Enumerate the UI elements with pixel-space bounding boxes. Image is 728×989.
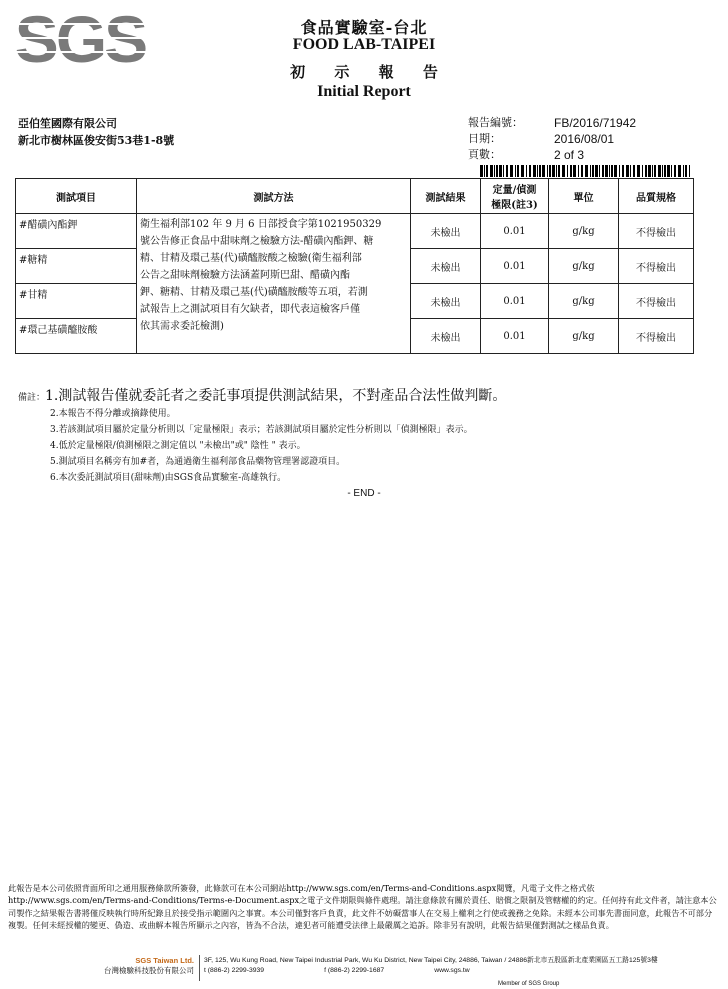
- results-table: [15, 178, 694, 354]
- col-header-spec: 品質規格: [619, 179, 694, 214]
- note-4: 4.低於定量極限/偵測極限之測定值以 "未檢出"或" 陰性 " 表示。: [50, 441, 306, 451]
- row-item: #環己基磺醯胺酸: [16, 319, 137, 354]
- col-header-limit: 定量/偵測 極限(註3): [481, 179, 549, 214]
- note-3: 3.若該測試項目屬於定量分析則以「定量極限」表示；若該測試項目屬於定性分析則以「偵測極限」表示。: [50, 425, 473, 435]
- notes: [18, 388, 506, 486]
- disclaimer: 此報告是本公司依照背面所印之通用服務條款所簽發，此條款可在本公司網站http://www.sgs.com/en/Terms-and-Conditions.aspx閱覽，凡電子文件之格式依http://www.sgs.com/en/Terms-and-Conditions/Terms-e-Document.aspx之電子文件期限與條件處理。請注意條款有關於責任、賠償之限制及管轄權的約定。任何持有此文件者，請注意本公司製作之結果報告書將僅反映執行時所紀錄且於接受指示範圍內之事實。本公司僅對客戶負責，此文件不妨礙當事人在交易上權利之行使或義務之免除。未經本公司事先書面同意，此報告不可部分複製。任何未經授權的變更、偽造、或曲解本報告所顯示之內容，皆為不合法，違犯者可能遭受法律上最嚴厲之追訴。除非另有說明，此報告結果僅對測試之樣品負責。: [8, 883, 717, 931]
- barcode: [480, 165, 690, 177]
- report-page: 2 of 3: [554, 148, 585, 162]
- row-item: #甘精: [16, 284, 137, 319]
- row-limit: 0.01: [481, 319, 549, 354]
- footer-fax: f (886-2) 2299-1687: [324, 967, 385, 974]
- member-of-sgs: Member of SGS Group: [498, 981, 560, 987]
- row-limit: 0.01: [481, 214, 549, 249]
- row-unit: g/kg: [549, 284, 619, 319]
- row-result: 未檢出: [411, 319, 481, 354]
- test-method: 衛生福利部102 年 9 月 6 日部授食字第1021950329 號公告修正食品中甜味劑之檢驗方法-醋磺內酯鉀、糖 精、甘精及環己基(代)磺醯胺酸之檢驗(衛生福利部 公告之甜味劑檢驗方法涵蓋阿斯巴甜、醋磺內酯 鉀、糖精、甘精及環己基(代)磺醯胺酸等五項，若測 試報告上之測試項目有欠缺者，即代表這檢客戶僅 依其需求委託檢測): [137, 214, 411, 354]
- client-name: 亞伯笙國際有限公司: [18, 117, 117, 130]
- svg-text:SGS: SGS: [14, 8, 146, 66]
- address-en: 3F, 125, Wu Kung Road, New Taipei Industrial Park, Wu Ku District, New Taipei City, 24886, Taiwan: [204, 957, 503, 964]
- client-address: 新北市樹林區俊安街53巷1-8號: [18, 134, 175, 147]
- footer-company: [70, 956, 194, 976]
- row-spec: 不得檢出: [619, 319, 694, 354]
- row-limit: 0.01: [481, 249, 549, 284]
- report-no-label: 報告編號：: [468, 116, 523, 129]
- report-date-label: 日期：: [468, 132, 501, 145]
- footer-address: [204, 956, 658, 976]
- end-marker: - END -: [347, 488, 381, 499]
- row-unit: g/kg: [549, 319, 619, 354]
- row-unit: g/kg: [549, 249, 619, 284]
- terms-link[interactable]: http://www.sgs.com/en/Terms-and-Conditions.aspx: [286, 883, 497, 893]
- row-spec: 不得檢出: [619, 249, 694, 284]
- table-header-row: [16, 179, 694, 214]
- row-result: 未檢出: [411, 249, 481, 284]
- lab-title-zh: 食品實驗室-台北: [300, 18, 428, 37]
- col-header-method: 測試方法: [137, 179, 411, 214]
- col-header-result: 測試結果: [411, 179, 481, 214]
- report-no: FB/2016/71942: [554, 116, 637, 130]
- company-en: SGS Taiwan Ltd.: [135, 956, 194, 965]
- report-page-label: 頁數：: [468, 148, 501, 161]
- report-meta: [468, 115, 636, 163]
- report-type-zh: 初 示 報 告: [290, 63, 450, 81]
- footer-divider: [199, 955, 200, 981]
- note-5: 5.測試項目名稱旁有加#者，為通過衛生福利部食品藥物管理署認證項目。: [50, 457, 346, 467]
- lab-title-en: FOOD LAB-TAIPEI: [292, 36, 436, 53]
- note-1: 備註：1.測試報告僅就委託者之委託事項提供測試結果，不對產品合法性做判斷。: [18, 388, 507, 404]
- report-type-en: Initial Report: [317, 83, 411, 100]
- client-block: [18, 115, 174, 149]
- row-limit: 0.01: [481, 284, 549, 319]
- footer-web[interactable]: www.sgs.tw: [434, 967, 470, 974]
- company-zh: 台灣檢驗科技股份有限公司: [104, 966, 194, 975]
- col-header-unit: 單位: [549, 179, 619, 214]
- row-item: #醋磺內酯鉀: [16, 214, 137, 249]
- note-6: 6.本次委託測試項目(甜味劑)由SGS食品實驗室-高雄執行。: [50, 473, 287, 483]
- table-row: [16, 214, 694, 249]
- row-item: #糖精: [16, 249, 137, 284]
- note-2: 2.本報告不得分離或摘錄使用。: [50, 409, 176, 419]
- terms-e-document-link[interactable]: http://www.sgs.com/en/Terms-and-Conditions/Terms-e-Document.aspx: [8, 895, 300, 906]
- address-zh: / 24886新北市五股區新北產業園區五工路125號3樓: [504, 957, 658, 964]
- row-result: 未檢出: [411, 284, 481, 319]
- row-spec: 不得檢出: [619, 284, 694, 319]
- row-unit: g/kg: [549, 214, 619, 249]
- row-result: 未檢出: [411, 214, 481, 249]
- report-date: 2016/08/01: [554, 132, 615, 146]
- footer-tel: t (886-2) 2299-3939: [204, 967, 265, 974]
- col-header-item: 測試項目: [16, 179, 137, 214]
- row-spec: 不得檢出: [619, 214, 694, 249]
